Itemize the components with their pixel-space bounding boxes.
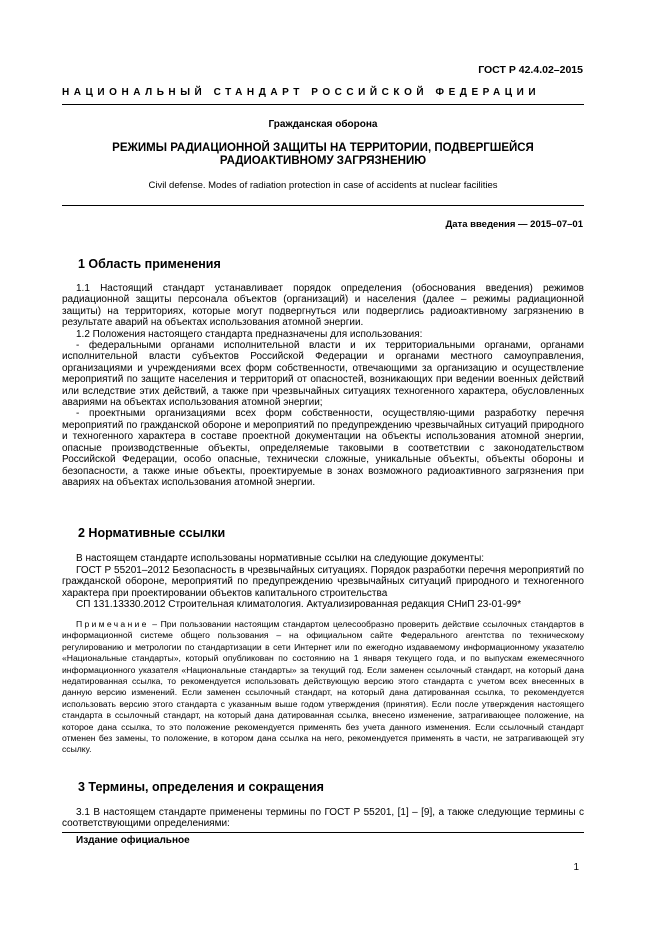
document-code: ГОСТ Р 42.4.02–2015 (478, 64, 583, 76)
paragraph-1-1: 1.1 Настоящий стандарт устанавливает порядок определения (обоснования введения) режимов радиационной защиты персонала объектов (организаций) и населения (далее – режимы радиационной защиты) на территориях, которые могут подвергнуться или подверглись радиоактивному загрязнению в результате аварий на объектах использования атомной энергии. (62, 283, 584, 329)
section-2-heading: 2 Нормативные ссылки (78, 526, 226, 540)
title-rule (62, 205, 584, 206)
section-3-heading: 3 Термины, определения и сокращения (78, 780, 324, 794)
paragraph-1-2: 1.2 Положения настоящего стандарта предназначены для использования: (76, 328, 423, 340)
section-1-heading: 1 Область применения (78, 257, 221, 271)
section-1-body (62, 283, 584, 488)
document-title-line-2: РАДИОАКТИВНОМУ ЗАГРЯЗНЕНИЮ (219, 155, 427, 167)
page-number: 1 (573, 862, 579, 873)
paragraph-3-1: 3.1 В настоящем стандарте применены термины по ГОСТ Р 55201, [1] – [9], а также следующие термины с соответствующими определениями: (62, 807, 584, 830)
note-label: Примечание (76, 619, 149, 629)
reference-gost-55201: ГОСТ Р 55201–2012 Безопасность в чрезвычайных ситуациях. Порядок разработки перечня мероприятий по гражданской обороне, мероприятий по предупреждению чрезвычайных ситуаций природного и техногенного характера при проектировании объектов капитального строительства (62, 564, 584, 599)
publication-label: Издание официальное (76, 835, 190, 846)
references-note (62, 619, 584, 756)
section-3-body (62, 807, 584, 830)
english-title: Civil defense. Modes of radiation protection in case of accidents at nuclear facilities (148, 180, 498, 191)
national-standard-banner: НАЦИОНАЛЬНЫЙ СТАНДАРТ РОССИЙСКОЙ ФЕДЕРАЦИИ (62, 87, 541, 98)
references-intro: В настоящем стандарте использованы нормативные ссылки на следующие документы: (76, 553, 485, 564)
paragraph-1-2-item-1: - федеральными органами исполнительной власти и их территориальными органами, органами исполнительной власти субъектов Российской Федерации и органами местного самоуправления, организациями и учреждениями всех форм собственности, отвечающими за организацию и осуществление мероприятий по защите населения и территорий от опасностей, возникающих при ведении военных действий или вследствие этих действий, а также при чрезвычайных ситуациях техногенного характера, обусловленных авариями на объектах использования атомной энергии; (62, 340, 584, 409)
section-2-body (62, 553, 584, 611)
reference-sp-131: СП 131.13330.2012 Строительная климатология. Актуализированная редакция СНиП 23-01-99* (76, 599, 522, 610)
subject-title: Гражданская оборона (268, 119, 378, 130)
header-rule (62, 104, 584, 105)
document-title-line-1: РЕЖИМЫ РАДИАЦИОННОЙ ЗАЩИТЫ НА ТЕРРИТОРИИ, ПОДВЕРГШЕЙСЯ (112, 142, 534, 154)
note-text: – При пользовании настоящим стандартом целесообразно проверить действие ссылочных стандартов в информационной системе общего пользования – на официальном сайте Федерального агентства по техническому регулированию и метрологии по стандартизации в сети Интернет или по ежегодно издаваемому информационному указателю «Национальные стандарты», который опубликован по состоянию на 1 января текущего года, и по выпускам ежемесячного информационного указателя «Национальные стандарты» за текущий год. Если заменен ссылочный стандарт, на который дана недатированная ссылка, то рекомендуется использовать действующую версию этого стандарта с учетом всех внесенных в данную версию изменений. Если заменен ссылочный стандарт, на который дана датированная ссылка, то рекомендуется использовать версию этого стандарта с указанным выше годом утверждения (принятия). Если после утверждения настоящего стандарта в ссылочный стандарт, на который дана датированная ссылка, внесено изменение, затрагивающее положение, на которое дана ссылка, то это положение рекомендуется применять без учета данного изменения. Если ссылочный стандарт отменен без замены, то положение, в котором дана ссылка на него, рекомендуется применять в части, не затрагивающей эту ссылку. (62, 619, 584, 755)
document-title (62, 142, 584, 168)
introduction-date: Дата введения — 2015–07–01 (445, 219, 583, 230)
footer-rule (62, 832, 584, 833)
paragraph-1-2-item-2: - проектными организациями всех форм собственности, осуществляю-щими разработку перечня мероприятий по гражданской обороне и мероприятий по предупреждению чрезвычайных ситуаций природного и техногенного характера в составе проектной документации на объекты использования атомной энергии, опасные производственные объекты, определяемые таковыми в соответствии с законодательством Российской Федерации, особо опасные, технически сложные, уникальные объекты, объекты обороны и безопасности, а также иные объекты, проектируемые в зонах возможного радиоактивного загрязнения при авариях на объектах использования атомной энергии. (62, 408, 584, 488)
